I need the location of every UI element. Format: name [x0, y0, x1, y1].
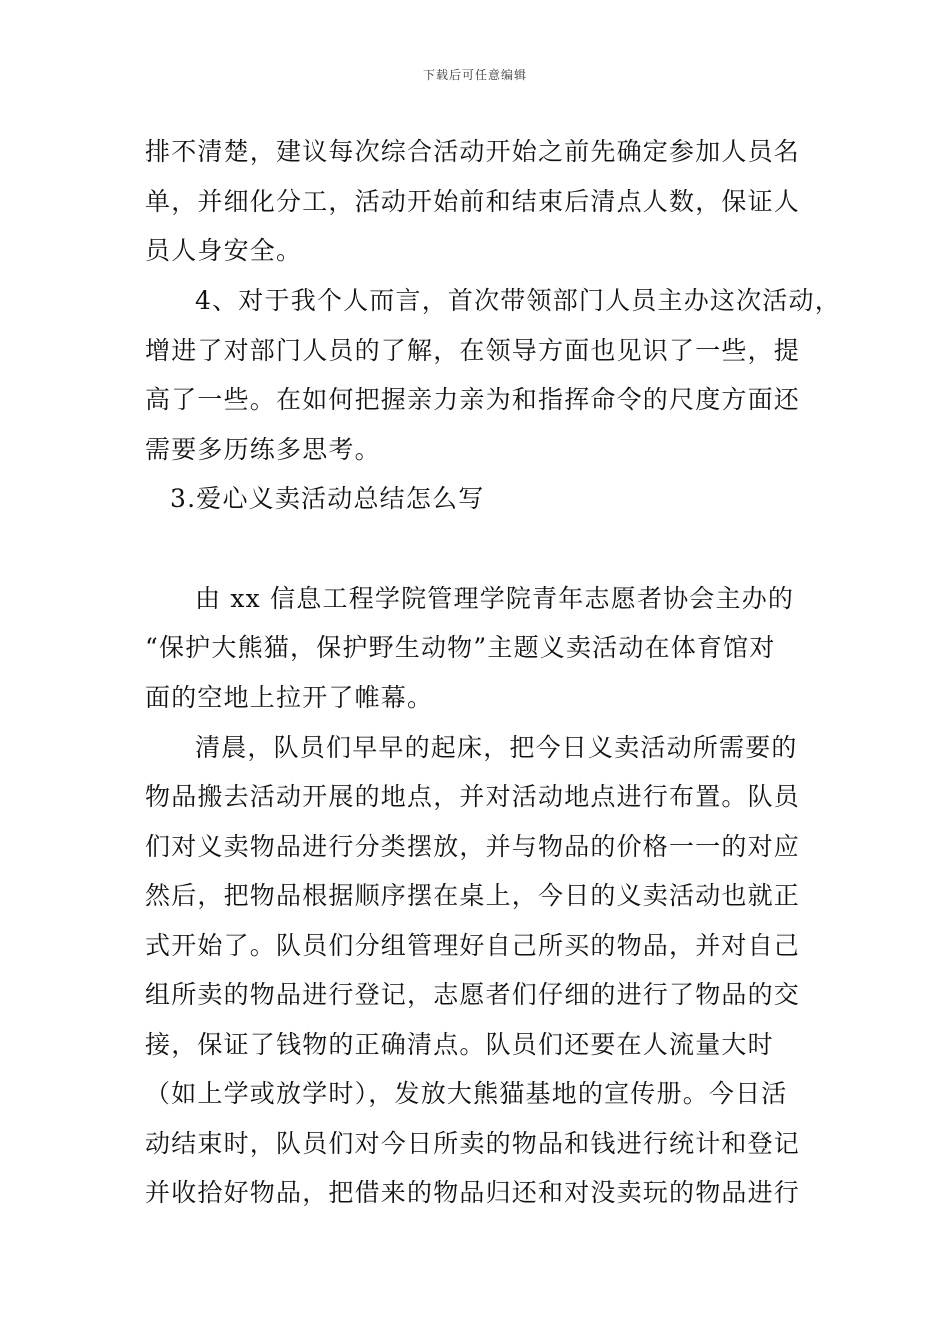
text-line: 员人身安全。	[145, 236, 303, 265]
text-line: 清晨，队员们早早的起床，把今日义卖活动所需要的	[195, 733, 798, 762]
text-line: 增进了对部门人员的了解，在领导方面也见识了一些，提	[145, 336, 801, 365]
text-line: 由 xx 信息工程学院管理学院青年志愿者协会主办的	[195, 584, 795, 613]
text-line: 4、对于我个人而言，首次带领部门人员主办这次活动，	[195, 286, 841, 315]
text-line: 单，并细化分工，活动开始前和结束后清点人数，保证人	[145, 187, 801, 216]
text-line: “保护大熊猫，保护野生动物”主题义卖活动在体育馆对	[145, 633, 776, 662]
text-line: 物品搬去活动开展的地点，并对活动地点进行布置。队员	[145, 782, 801, 811]
text-line: 需要多历练多思考。	[145, 435, 381, 464]
text-line: 然后，把物品根据顺序摆在桌上，今日的义卖活动也就正	[145, 881, 801, 910]
text-line: 组所卖的物品进行登记，志愿者们仔细的进行了物品的交	[145, 980, 801, 1009]
text-line: 动结束时，队员们对今日所卖的物品和钱进行统计和登记	[145, 1129, 801, 1158]
text-line: 们对义卖物品进行分类摆放，并与物品的价格一一的对应	[145, 832, 801, 861]
header-note: 下载后可任意编辑	[422, 68, 527, 82]
text-line: 面的空地上拉开了帷幕。	[145, 683, 434, 712]
text-line: 高了一些。在如何把握亲力亲为和指挥命令的尺度方面还	[145, 385, 801, 414]
section-heading: 3.爱心义卖活动总结怎么写	[170, 484, 485, 513]
text-line: 式开始了。队员们分组管理好自己所买的物品，并对自己	[145, 931, 801, 960]
text-line: 排不清楚，建议每次综合活动开始之前先确定参加人员名	[145, 137, 801, 166]
text-line: （如上学或放学时），发放大熊猫基地的宣传册。今日活	[145, 1079, 788, 1108]
text-line: 接，保证了钱物的正确清点。队员们还要在人流量大时	[145, 1030, 774, 1059]
text-line: 并收拾好物品，把借来的物品归还和对没卖玩的物品进行	[145, 1178, 801, 1207]
